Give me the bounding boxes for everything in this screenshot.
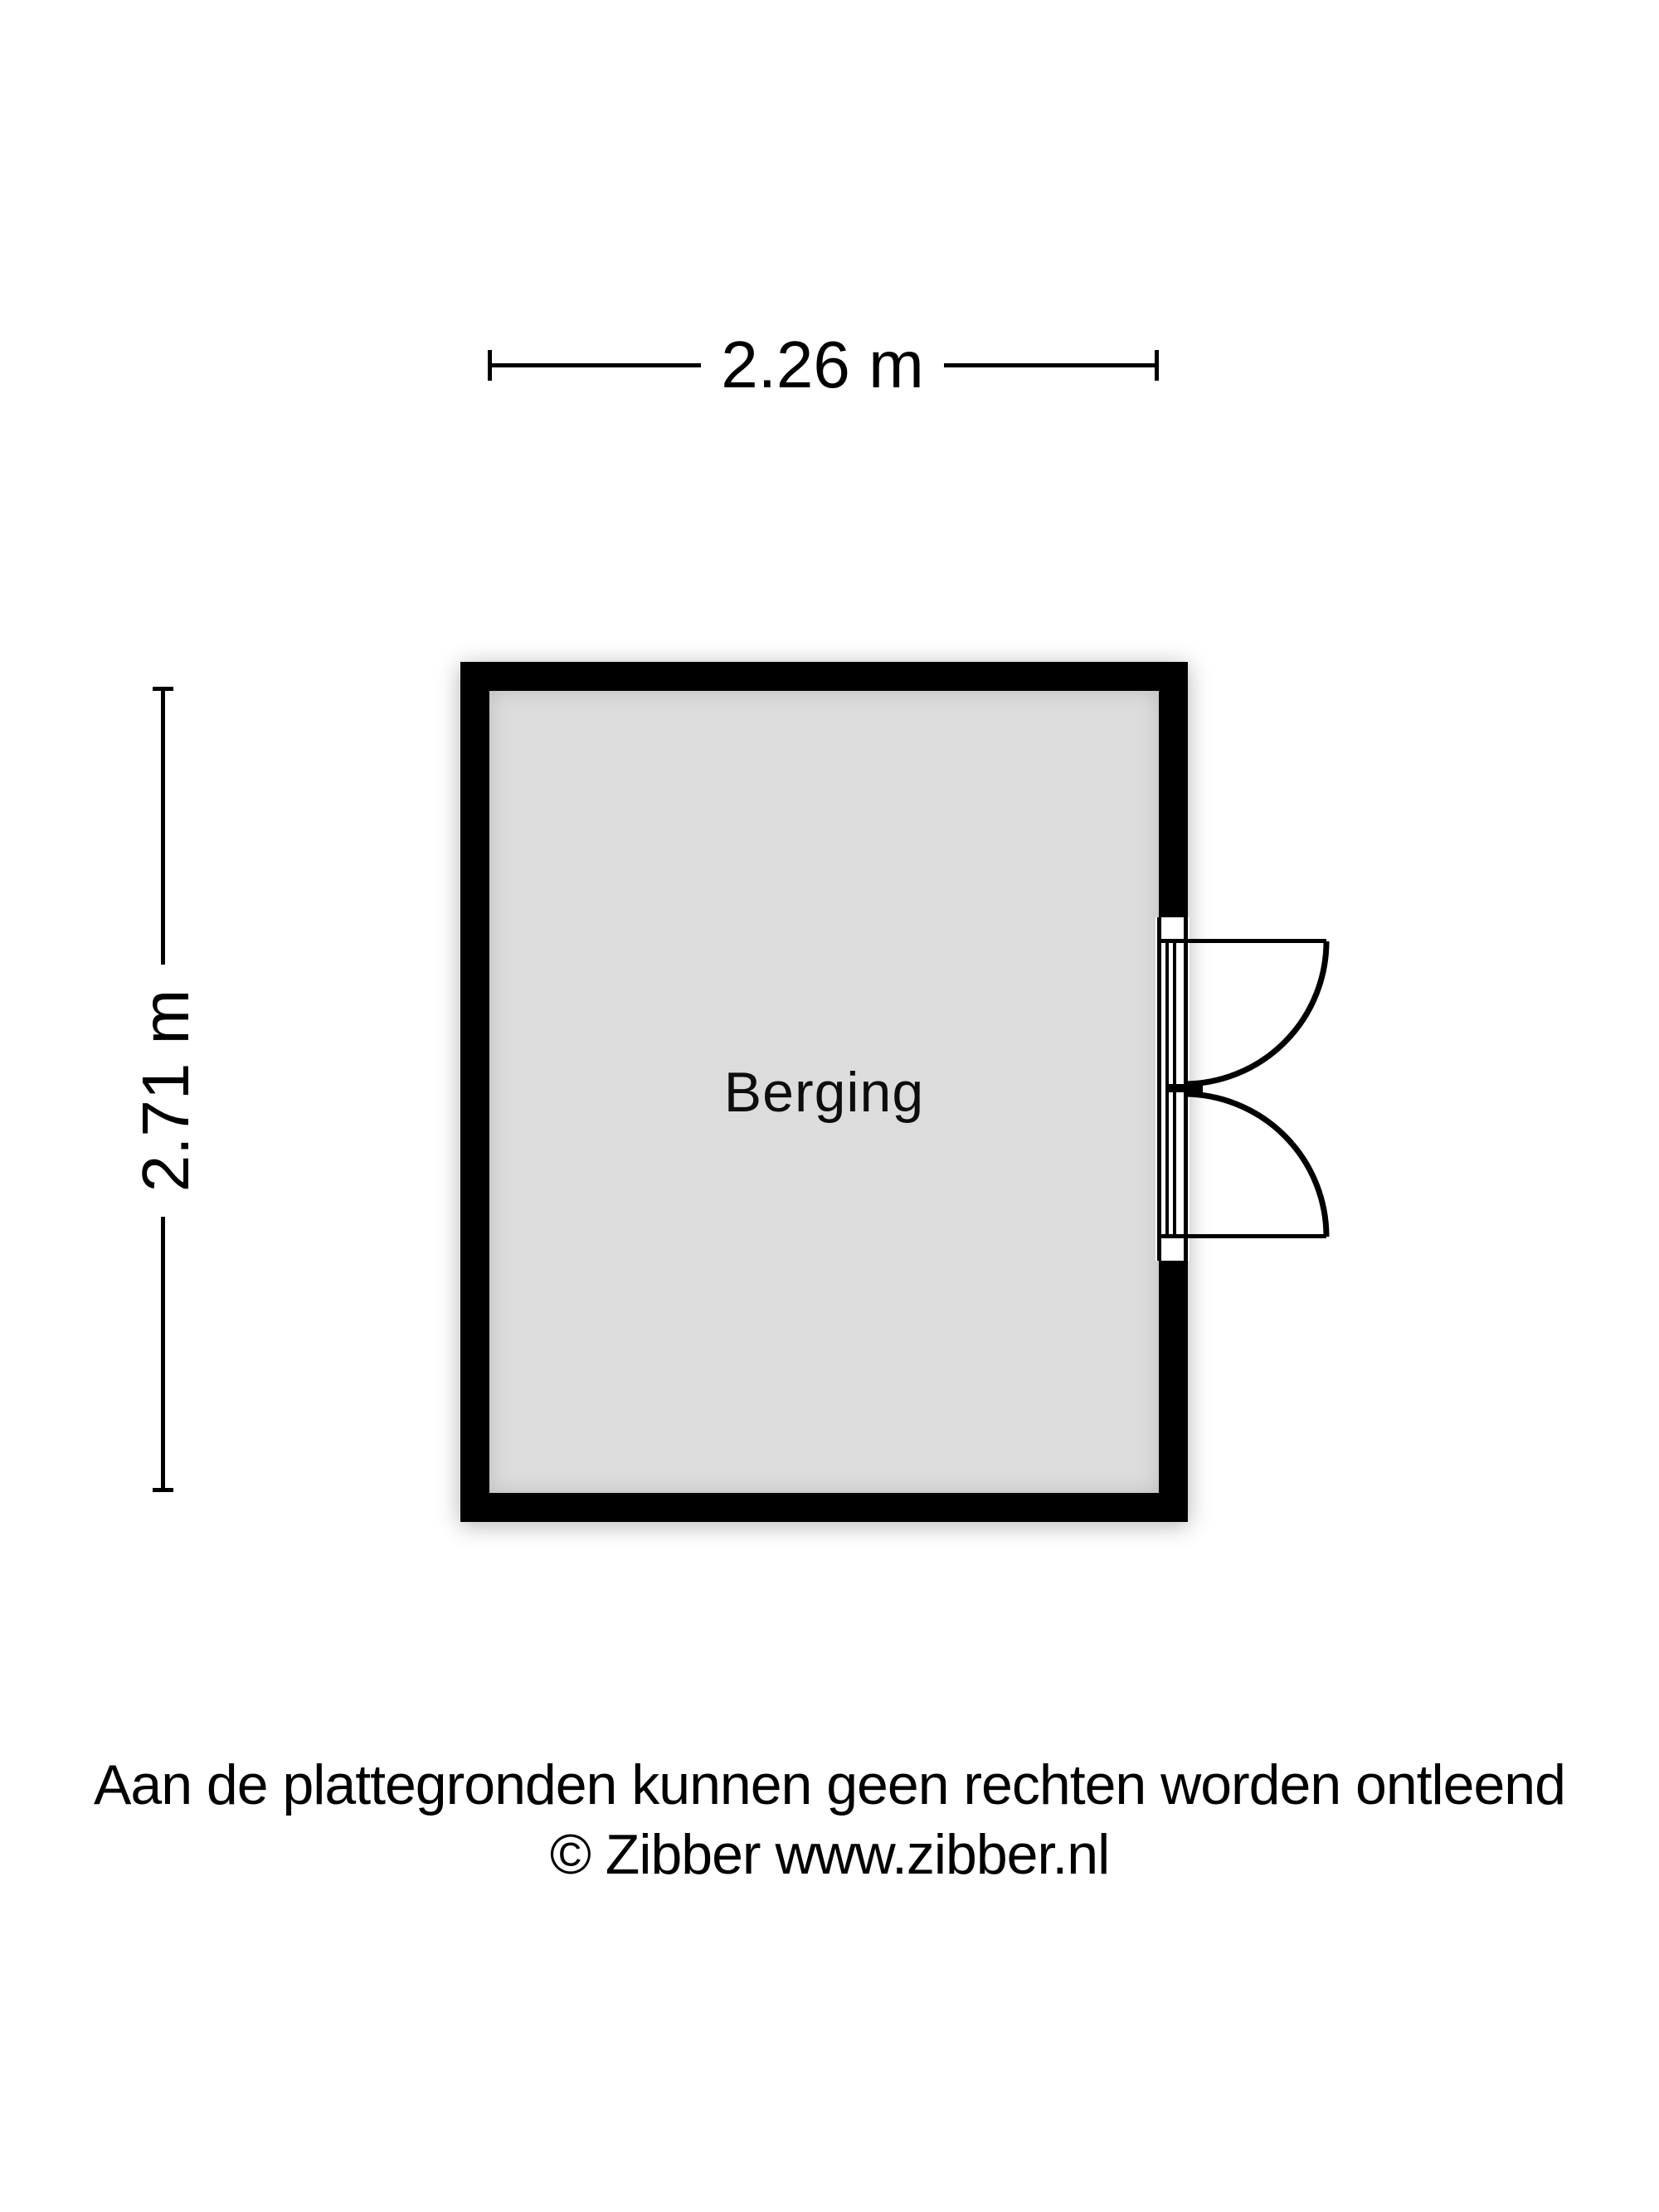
dimension-line-segment	[489, 363, 701, 367]
door-swing-arc-top	[1184, 941, 1326, 1084]
dimension-tick-bottom	[153, 1488, 173, 1492]
footer-copyright: © Zibber www.zibber.nl	[549, 1823, 1110, 1886]
dimension-line-segment	[161, 688, 165, 965]
door-swing-arc-bottom	[1184, 1094, 1326, 1237]
room-label: Berging	[723, 1060, 925, 1124]
room-label-box	[489, 691, 1159, 1493]
footer-disclaimer: Aan de plattegronden kunnen geen rechten worden ontleend	[94, 1753, 1565, 1816]
width-dimension-label: 2.26 m	[721, 328, 924, 401]
door-swing-svg	[1153, 912, 1352, 1269]
dimension-tick-right	[1155, 350, 1159, 381]
dimension-line-segment	[944, 363, 1159, 367]
dimension-line-segment	[161, 1217, 165, 1491]
footer	[0, 1750, 1659, 1889]
height-dimension-label: 2.71 m	[129, 989, 202, 1193]
